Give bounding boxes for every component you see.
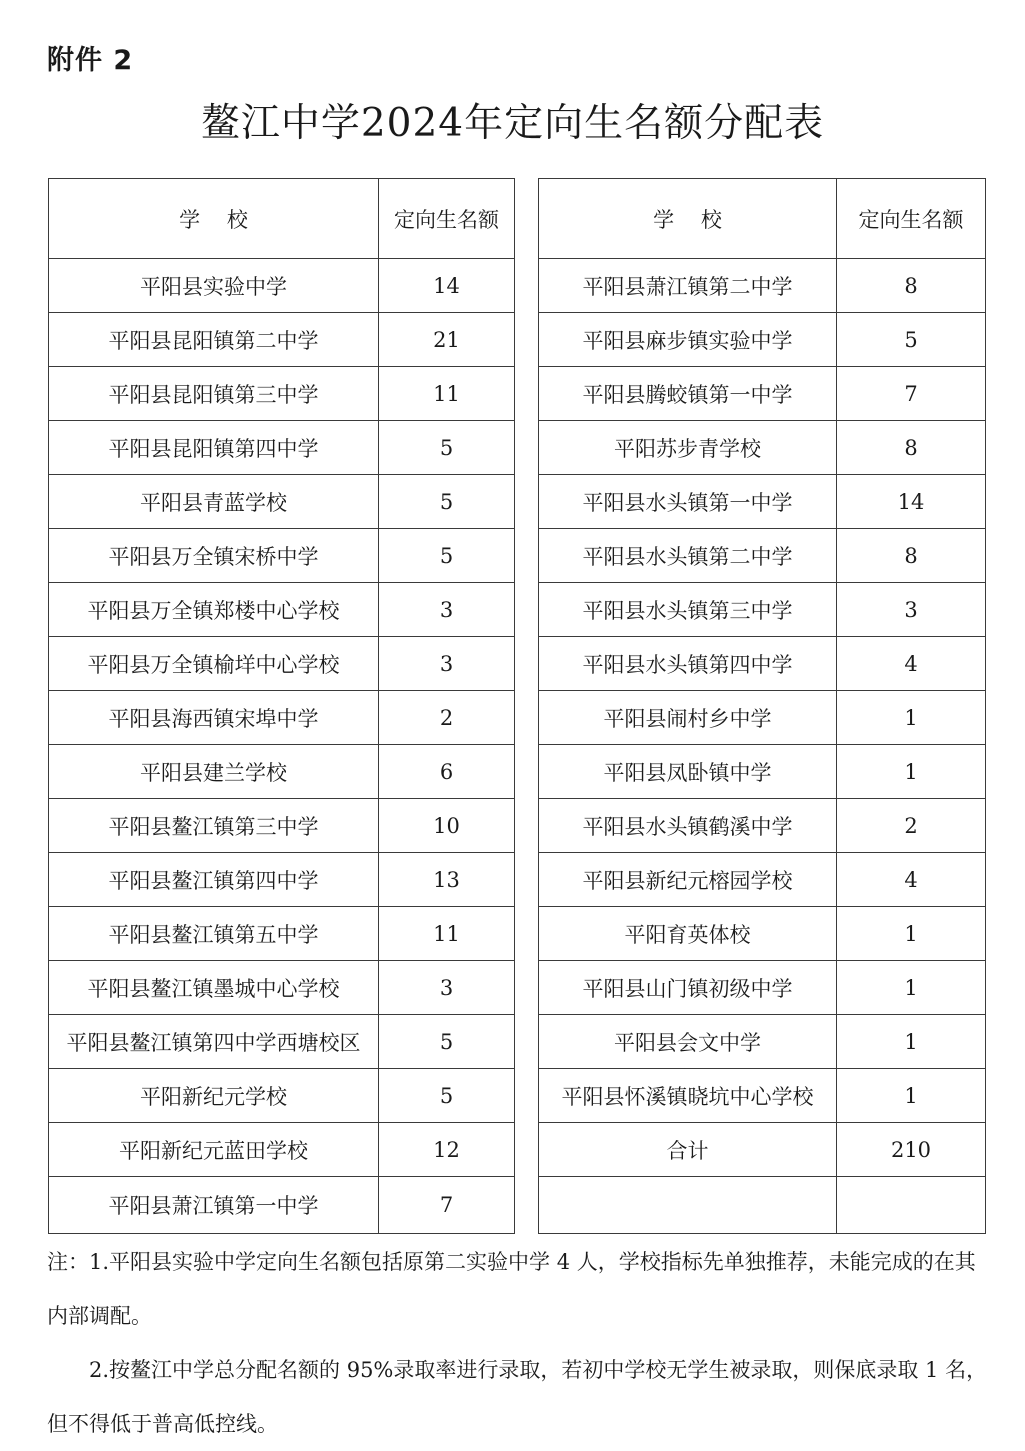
- header-row: [539, 179, 986, 259]
- quota-cell: 1: [837, 907, 986, 961]
- school-name-cell: 平阳新纪元学校: [49, 1069, 379, 1123]
- table-row: [49, 961, 515, 1015]
- table-row: [539, 529, 986, 583]
- attachment-label: 附件 2: [47, 45, 134, 76]
- quota-cell: 4: [837, 853, 986, 907]
- table-row: [539, 421, 986, 475]
- table-row: [539, 1123, 986, 1177]
- school-name-cell: 平阳县腾蛟镇第一中学: [539, 367, 837, 421]
- school-name-cell: 平阳县萧江镇第一中学: [49, 1177, 379, 1234]
- table-row: [49, 745, 515, 799]
- quota-cell: 2: [837, 799, 986, 853]
- page-title: 鳌江中学2024年定向生名额分配表: [200, 101, 825, 146]
- quota-cell: 210: [837, 1123, 986, 1177]
- quota-cell: 3: [379, 583, 515, 637]
- table-row: [539, 313, 986, 367]
- quota-cell: 3: [379, 637, 515, 691]
- quota-cell: 6: [379, 745, 515, 799]
- quota-cell: 7: [379, 1177, 515, 1234]
- table-row: [539, 475, 986, 529]
- school-name-cell: 平阳县怀溪镇晓坑中心学校: [539, 1069, 837, 1123]
- table-row: [539, 853, 986, 907]
- table-row: [49, 691, 515, 745]
- school-name-cell: 平阳县凤卧镇中学: [539, 745, 837, 799]
- table-row: [49, 259, 515, 313]
- quota-cell: 8: [837, 259, 986, 313]
- quota-cell: 14: [837, 475, 986, 529]
- school-name-cell: 平阳县新纪元榕园学校: [539, 853, 837, 907]
- quota-cell: 2: [379, 691, 515, 745]
- table-row: [49, 1069, 515, 1123]
- school-name-cell: 平阳县海西镇宋埠中学: [49, 691, 379, 745]
- school-name-cell: 平阳苏步青学校: [539, 421, 837, 475]
- school-name-cell: 平阳县鳌江镇第三中学: [49, 799, 379, 853]
- quota-cell: 11: [379, 907, 515, 961]
- school-name-cell: 平阳县闹村乡中学: [539, 691, 837, 745]
- table-row: [539, 259, 986, 313]
- table-row: [49, 907, 515, 961]
- quota-cell: 1: [837, 745, 986, 799]
- school-name-cell: 平阳县萧江镇第二中学: [539, 259, 837, 313]
- quota-cell: 5: [379, 529, 515, 583]
- quota-cell: 1: [837, 1069, 986, 1123]
- quota-cell: 8: [837, 421, 986, 475]
- note-2: 2.按鳌江中学总分配名额的 95%录取率进行录取，若初中学校无学生被录取，则保底录取 1 名，但不得低于普高低控线。: [47, 1358, 988, 1436]
- school-name-cell: 平阳县建兰学校: [49, 745, 379, 799]
- table-row: [49, 1015, 515, 1069]
- school-name-cell: 平阳县会文中学: [539, 1015, 837, 1069]
- table-row: [539, 583, 986, 637]
- school-name-cell: 平阳县水头镇第四中学: [539, 637, 837, 691]
- table-row: [49, 1177, 515, 1234]
- school-name-cell: 平阳县水头镇第一中学: [539, 475, 837, 529]
- table-row: [49, 583, 515, 637]
- quota-cell: 1: [837, 961, 986, 1015]
- note-1: 注：1.平阳县实验中学定向生名额包括原第二实验中学 4 人，学校指标先单独推荐，未能完成的在其内部调配。: [47, 1250, 976, 1328]
- table-row: [539, 799, 986, 853]
- school-name-cell: 平阳县青蓝学校: [49, 475, 379, 529]
- table-row: [539, 961, 986, 1015]
- table-row: [49, 421, 515, 475]
- school-name-cell: [539, 1177, 837, 1234]
- table-row: [539, 907, 986, 961]
- table-row: [539, 745, 986, 799]
- quota-cell: 1: [837, 691, 986, 745]
- quota-cell: 5: [837, 313, 986, 367]
- quota-cell: 14: [379, 259, 515, 313]
- school-name-cell: 平阳县鳌江镇墨城中心学校: [49, 961, 379, 1015]
- header-school: 学 校: [49, 179, 379, 259]
- table-row: [49, 637, 515, 691]
- school-name-cell: 平阳育英体校: [539, 907, 837, 961]
- table-row: [539, 367, 986, 421]
- school-name-cell: 平阳新纪元蓝田学校: [49, 1123, 379, 1177]
- school-name-cell: 合计: [539, 1123, 837, 1177]
- quota-cell: 11: [379, 367, 515, 421]
- table-row: [539, 637, 986, 691]
- school-name-cell: 平阳县昆阳镇第三中学: [49, 367, 379, 421]
- header-quota: 定向生名额: [379, 179, 515, 259]
- quota-cell: 5: [379, 1069, 515, 1123]
- quota-table-right: [538, 178, 986, 1234]
- school-name-cell: 平阳县万全镇宋桥中学: [49, 529, 379, 583]
- school-name-cell: 平阳县实验中学: [49, 259, 379, 313]
- quota-cell: 7: [837, 367, 986, 421]
- quota-cell: 8: [837, 529, 986, 583]
- school-name-cell: 平阳县山门镇初级中学: [539, 961, 837, 1015]
- quota-cell: 12: [379, 1123, 515, 1177]
- table-row: [49, 853, 515, 907]
- table-row: [49, 1123, 515, 1177]
- table-row: [49, 529, 515, 583]
- table-row: [49, 475, 515, 529]
- table-row: [539, 1177, 986, 1234]
- table-row: [49, 367, 515, 421]
- notes: [47, 1235, 992, 1451]
- school-name-cell: 平阳县鳌江镇第四中学西塘校区: [49, 1015, 379, 1069]
- school-name-cell: 平阳县水头镇第二中学: [539, 529, 837, 583]
- quota-cell: 3: [379, 961, 515, 1015]
- school-name-cell: 平阳县万全镇郑楼中心学校: [49, 583, 379, 637]
- quota-cell: 5: [379, 1015, 515, 1069]
- table-row: [539, 691, 986, 745]
- header-quota: 定向生名额: [837, 179, 986, 259]
- table-row: [49, 313, 515, 367]
- quota-cell: 10: [379, 799, 515, 853]
- quota-table-left: [48, 178, 515, 1234]
- quota-cell: 5: [379, 475, 515, 529]
- header-school: 学 校: [539, 179, 837, 259]
- school-name-cell: 平阳县麻步镇实验中学: [539, 313, 837, 367]
- school-name-cell: 平阳县鳌江镇第五中学: [49, 907, 379, 961]
- table-row: [539, 1069, 986, 1123]
- school-name-cell: 平阳县万全镇榆垟中心学校: [49, 637, 379, 691]
- quota-cell: 1: [837, 1015, 986, 1069]
- table-row: [539, 1015, 986, 1069]
- quota-cell: 13: [379, 853, 515, 907]
- quota-cell: 3: [837, 583, 986, 637]
- school-name-cell: 平阳县昆阳镇第四中学: [49, 421, 379, 475]
- school-name-cell: 平阳县昆阳镇第二中学: [49, 313, 379, 367]
- quota-cell: 5: [379, 421, 515, 475]
- school-name-cell: 平阳县水头镇第三中学: [539, 583, 837, 637]
- quota-cell: [837, 1177, 986, 1234]
- quota-cell: 4: [837, 637, 986, 691]
- table-row: [49, 799, 515, 853]
- school-name-cell: 平阳县水头镇鹤溪中学: [539, 799, 837, 853]
- school-name-cell: 平阳县鳌江镇第四中学: [49, 853, 379, 907]
- quota-cell: 21: [379, 313, 515, 367]
- header-row: [49, 179, 515, 259]
